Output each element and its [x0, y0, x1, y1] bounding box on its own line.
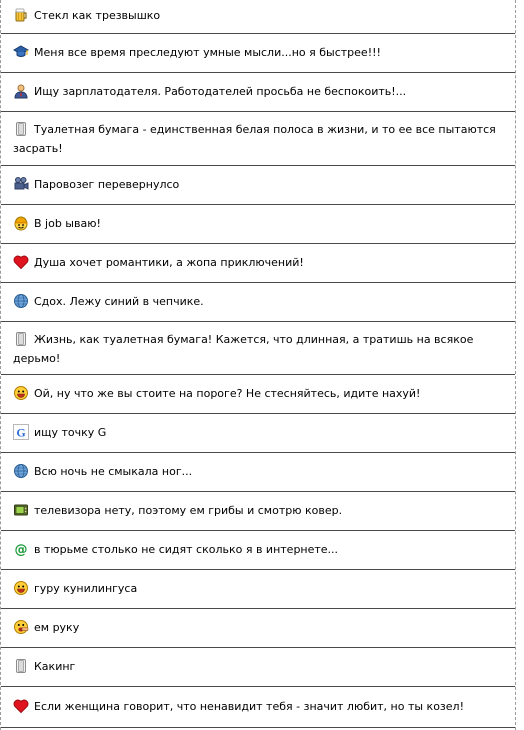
status-item[interactable]	[1, 570, 515, 609]
graduation-cap-icon	[13, 44, 29, 60]
status-item[interactable]	[1, 112, 515, 166]
status-item[interactable]	[1, 687, 515, 728]
status-item[interactable]	[1, 375, 515, 414]
status-text: @ в тюрьме столько не сидят сколько я в интернете...	[14, 542, 339, 557]
status-item[interactable]	[1, 322, 515, 375]
status-item[interactable]	[1, 166, 515, 205]
status-item[interactable]	[1, 648, 515, 687]
hard-hat-smiley-icon	[13, 215, 29, 231]
grinning-smiley-icon	[13, 385, 29, 401]
status-text: Если женщина говорит, что ненавидит тебя - значит любит, но ты козел!	[13, 697, 509, 716]
status-item[interactable]	[1, 283, 515, 322]
status-text: G ищу точку G	[13, 423, 509, 442]
toilet-paper-icon	[13, 658, 29, 674]
heart-icon	[13, 698, 29, 714]
status-text: телевизора нету, поэтому ем грибы и смотрю ковер.	[13, 501, 509, 520]
status-text: гуру кунилингуса	[13, 579, 509, 598]
status-text: Всю ночь не смыкала ног...	[13, 462, 509, 481]
status-text: Душа хочет романтики, а жопа приключений!	[13, 253, 509, 272]
status-text: Меня все время преследуют умные мысли...но я быстрее!!!	[13, 43, 509, 62]
beer-mug-icon	[13, 7, 29, 23]
eating-smiley-icon	[13, 619, 29, 635]
status-text: Ой, ну что же вы стоите на пороге? Не стесняйтесь, идите нахуй!	[13, 384, 509, 403]
status-text: ем руку	[13, 618, 509, 637]
grinning-smiley-icon	[13, 580, 29, 596]
svg-text:G: G	[16, 425, 26, 440]
status-text: В job ываю!	[13, 214, 509, 233]
svg-text:@: @	[14, 542, 28, 557]
globe-icon	[13, 463, 29, 479]
status-item[interactable]	[1, 0, 515, 34]
status-text: Паровозег перевернулсо	[13, 175, 509, 194]
status-text: Сдох. Лежу синий в чепчике.	[13, 292, 509, 311]
tv-icon	[13, 502, 29, 518]
status-item[interactable]	[1, 244, 515, 283]
google-g-icon	[13, 424, 29, 440]
toilet-paper-icon	[13, 121, 29, 137]
status-item[interactable]	[1, 453, 515, 492]
status-item[interactable]	[1, 414, 515, 453]
status-item[interactable]	[1, 492, 515, 531]
status-item[interactable]	[1, 205, 515, 244]
status-text: Стекл как трезвышко	[13, 6, 509, 25]
status-text: Какинг	[13, 657, 509, 676]
heart-icon	[13, 254, 29, 270]
status-item[interactable]	[1, 34, 515, 73]
businessman-icon	[13, 83, 29, 99]
status-item[interactable]	[1, 531, 515, 570]
status-text: Жизнь, как туалетная бумага! Кажется, что длинная, а тратишь на всякое дерьмо!	[13, 333, 474, 365]
movie-camera-icon	[13, 176, 29, 192]
status-text: Туалетная бумага - единственная белая полоса в жизни, и то ее все пытаются засрать!	[13, 123, 496, 155]
at-sign-icon	[13, 541, 29, 557]
status-item[interactable]	[1, 609, 515, 648]
globe-icon	[13, 293, 29, 309]
status-text: Ищу зарплатодателя. Работодателей просьба не беспокоить!...	[13, 82, 509, 101]
toilet-paper-icon	[13, 331, 29, 347]
status-item[interactable]	[1, 73, 515, 112]
